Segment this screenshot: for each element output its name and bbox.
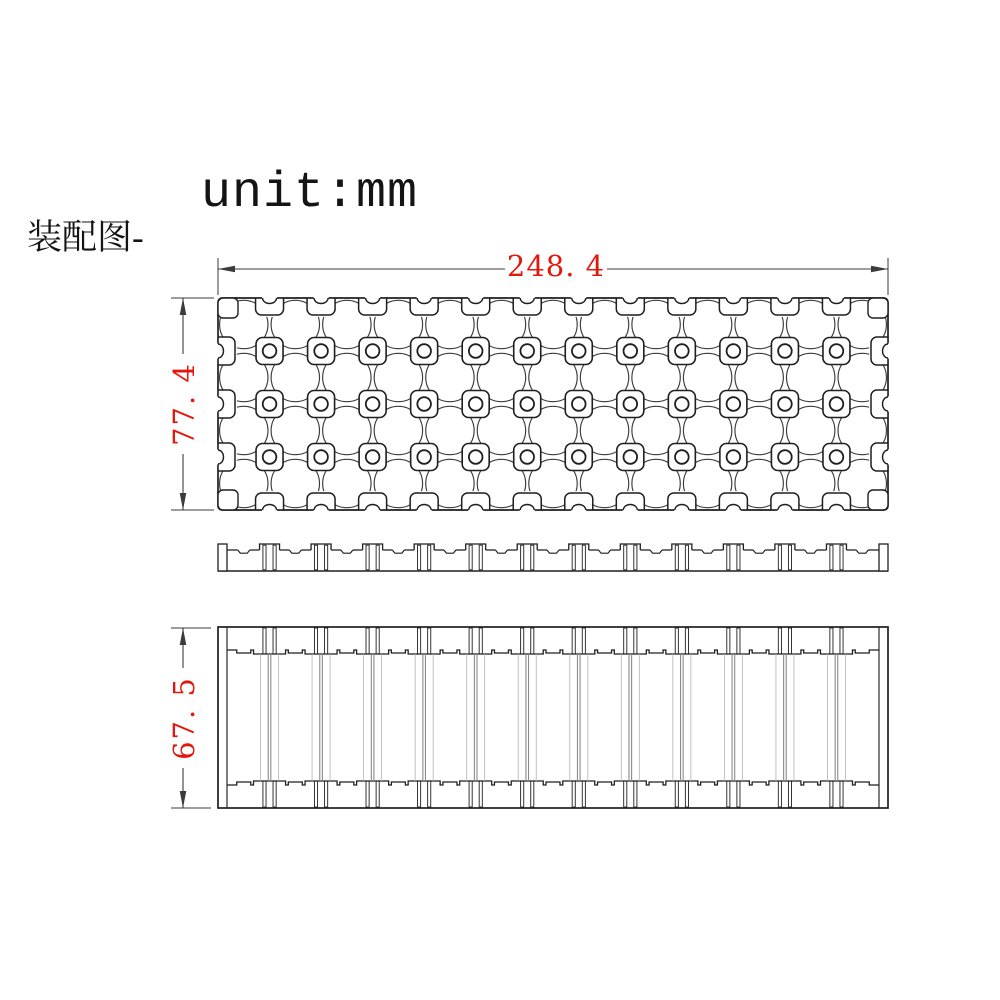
- side-view-drawing: [218, 544, 888, 571]
- dimension-overall-width-label: 248. 4: [506, 249, 606, 283]
- top-view-drawing: [218, 298, 888, 510]
- dimension-front-view-height-label: 67. 5: [168, 668, 200, 768]
- front-view-drawing: [218, 627, 888, 808]
- assembly-title: 装配图-: [27, 218, 144, 257]
- unit-label: unit:mm: [201, 165, 419, 222]
- dimension-top-view-height-label: 77. 4: [168, 354, 200, 454]
